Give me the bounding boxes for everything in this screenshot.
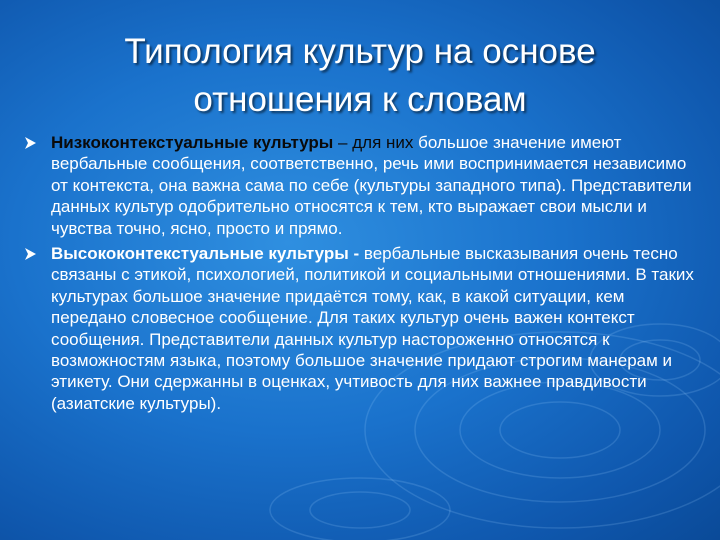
bullet-heading-high-context: Высококонтекстуальные культуры - bbox=[51, 244, 364, 264]
bullet-high-context bbox=[24, 243, 696, 414]
bullet-list bbox=[24, 132, 696, 414]
arrow-bullet-icon bbox=[24, 247, 37, 261]
title-line-1: Типология культур на основе bbox=[124, 32, 596, 71]
bullet-text-low-context: большое значение имеют вербальные сообщения, соответственно, речь ими воспринимается независимо от контекста, она важна сама по себе (культуры западного типа). Представители данных культур одобрительно относятся к тем, кто выражает свои мысли и чувства точно, ясно, просто и прямо. bbox=[51, 133, 692, 238]
bullet-connector: – для них bbox=[333, 133, 414, 152]
arrow-bullet-icon bbox=[24, 136, 37, 150]
bullet-low-context bbox=[24, 132, 696, 239]
title-line-2: отношения к словам bbox=[193, 80, 527, 119]
bullet-text-high-context: вербальные высказывания очень тесно связаны с этикой, психологией, политикой и социальными отношениями. В таких культурах большое значение придаётся тому, как, в какой ситуации, кем передано словесное сообщение. Для таких культур очень важен контекст сообщения. Представители данных культур настороженно относятся к возможностям языка, поэтому большое значение придают строгим манерам и этикету. Они сдержанны в оценках, учтивость для них важнее правдивости (азиатские культуры). bbox=[51, 244, 694, 413]
bullet-heading-low-context: Низкоконтекстуальные культуры bbox=[51, 133, 334, 152]
slide-title bbox=[20, 28, 700, 124]
